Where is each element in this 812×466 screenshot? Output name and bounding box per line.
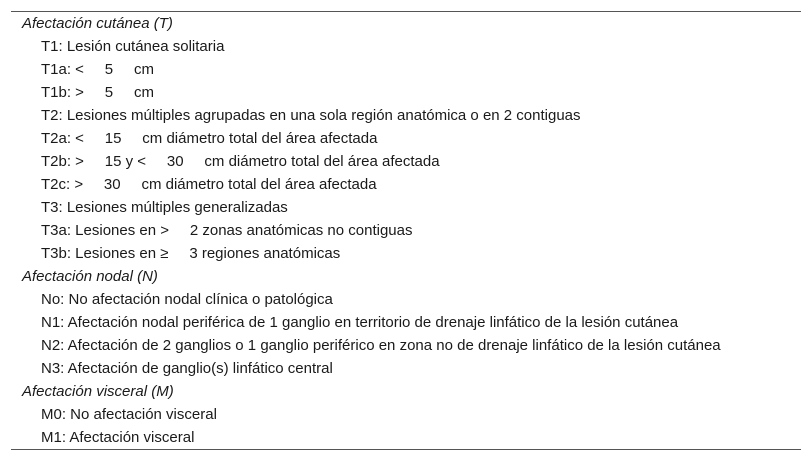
item-m0: M0: No afectación visceral — [41, 406, 217, 423]
item-t1b: T1b: > 5 cm — [41, 84, 154, 101]
item-m1: M1: Afectación visceral — [41, 429, 195, 446]
section-heading-nodal: Afectación nodal (N) — [22, 268, 158, 285]
item-t3: T3: Lesiones múltiples generalizadas — [41, 199, 288, 216]
item-t2c: T2c: > 30 cm diámetro total del área afectada — [41, 176, 377, 193]
item-n0: No: No afectación nodal clínica o patológica — [41, 291, 333, 308]
item-t3b: T3b: Lesiones en ≥ 3 regiones anatómicas — [41, 245, 341, 262]
section-heading-visceral: Afectación visceral (M) — [22, 383, 174, 400]
item-t2a: T2a: < 15 cm diámetro total del área afectada — [41, 130, 378, 147]
section-heading-cutaneous: Afectación cutánea (T) — [22, 15, 173, 32]
item-t1: T1: Lesión cutánea solitaria — [41, 38, 225, 55]
item-t2: T2: Lesiones múltiples agrupadas en una sola región anatómica o en 2 contiguas — [41, 107, 581, 124]
item-n3: N3: Afectación de ganglio(s) linfático central — [41, 360, 333, 377]
item-t1a: T1a: < 5 cm — [41, 61, 154, 78]
staging-table — [11, 11, 801, 450]
item-t2b: T2b: > 15 y < 30 cm diámetro total del área afectada — [41, 153, 440, 170]
item-t3a: T3a: Lesiones en > 2 zonas anatómicas no contiguas — [41, 222, 413, 239]
item-n1: N1: Afectación nodal periférica de 1 ganglio en territorio de drenaje linfático de la lesión cutánea — [41, 314, 679, 331]
item-n2: N2: Afectación de 2 ganglios o 1 ganglio periférico en zona no de drenaje linfático de la lesión cutánea — [41, 337, 721, 354]
